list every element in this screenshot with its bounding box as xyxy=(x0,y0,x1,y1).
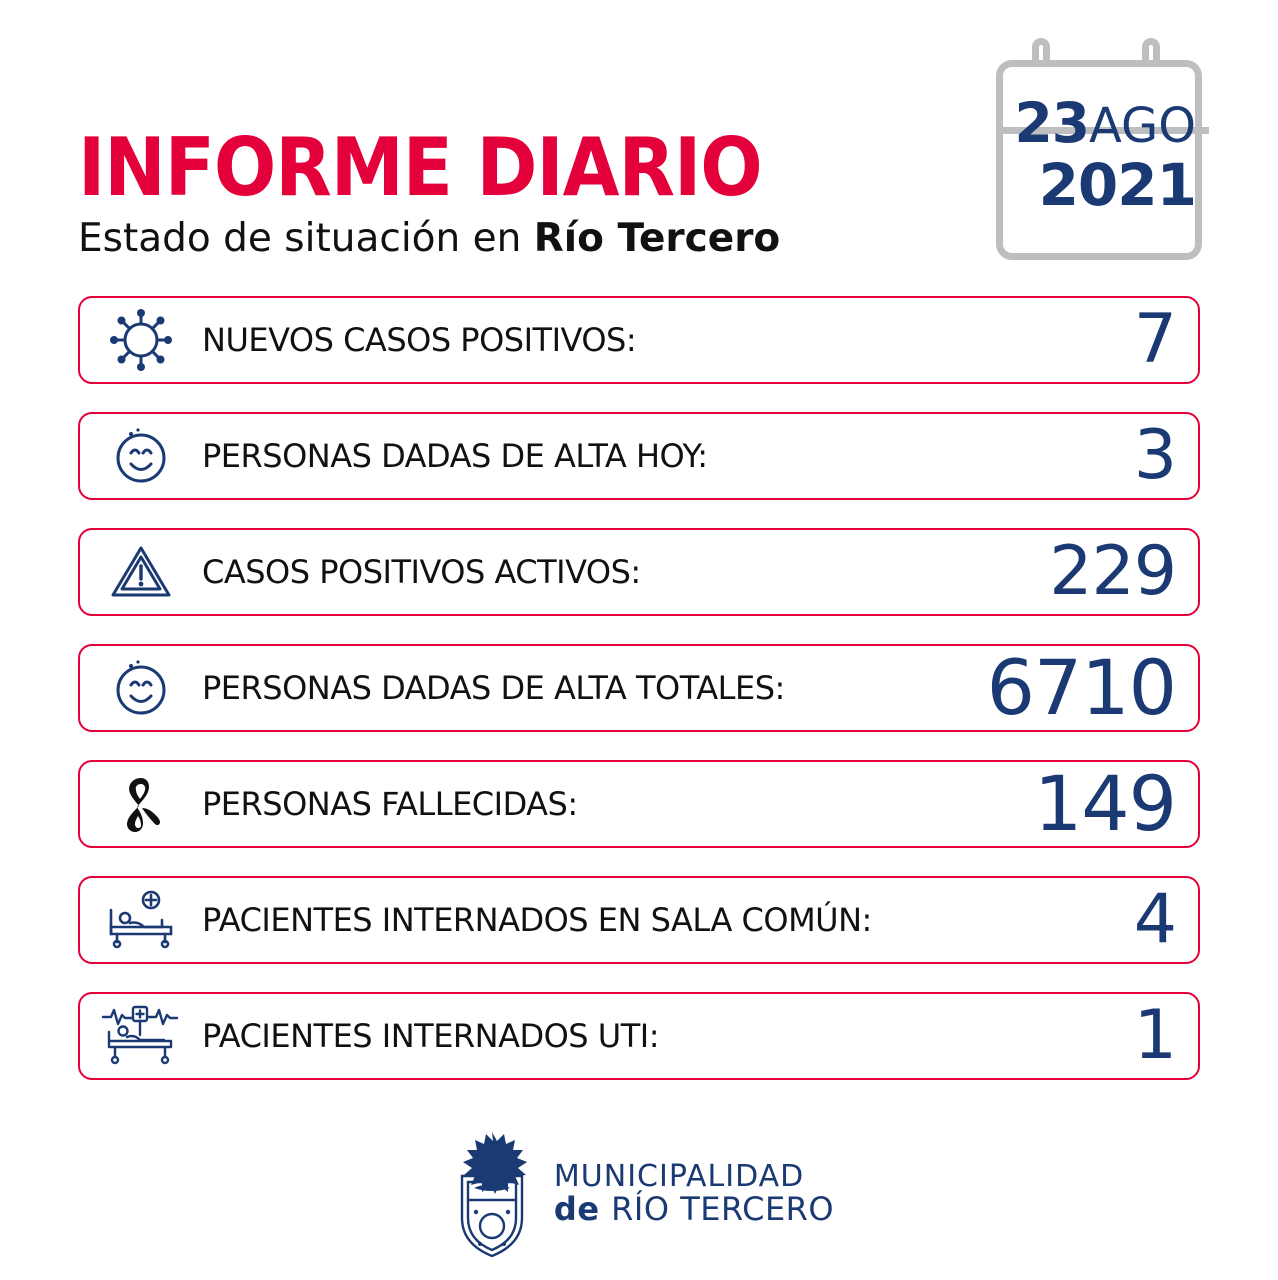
calendar-year: 2021 xyxy=(1038,151,1196,219)
calendar-icon xyxy=(996,38,1206,268)
stat-value: 3 xyxy=(1133,416,1176,495)
stat-value: 4 xyxy=(1133,880,1176,959)
stat-value: 149 xyxy=(1033,759,1176,848)
stat-label: CASOS POSITIVOS ACTIVOS: xyxy=(202,553,641,591)
stat-value: 229 xyxy=(1049,532,1176,611)
stat-row-personas-fallecidas xyxy=(78,760,1200,848)
virus-icon xyxy=(80,296,202,384)
stats-list xyxy=(78,296,1200,1108)
stat-row-pacientes-sala-comun xyxy=(78,876,1200,964)
stat-value: 7 xyxy=(1133,300,1176,379)
hospital-bed-icon xyxy=(80,876,202,964)
stat-label: PERSONAS DADAS DE ALTA TOTALES: xyxy=(202,669,785,707)
calendar-date xyxy=(996,91,1202,219)
stat-label: PACIENTES INTERNADOS UTI: xyxy=(202,1017,659,1055)
mourning-ribbon-icon xyxy=(80,760,202,848)
title-block xyxy=(78,121,781,262)
municipality-wordmark xyxy=(554,1161,834,1227)
footer xyxy=(0,1130,1278,1258)
calendar-day-month xyxy=(996,91,1202,155)
municipality-crest-icon xyxy=(444,1130,540,1258)
subtitle-prefix: Estado de situación en xyxy=(78,216,534,261)
municipality-line-2-prefix: de xyxy=(553,1189,612,1228)
smiley-face-icon xyxy=(80,412,202,500)
stat-row-personas-dadas-de-alta-totales xyxy=(78,644,1200,732)
stat-label: PERSONAS FALLECIDAS: xyxy=(202,785,578,823)
stat-label: PACIENTES INTERNADOS EN SALA COMÚN: xyxy=(202,901,872,939)
stat-value: 6710 xyxy=(986,643,1176,732)
icu-bed-monitor-icon xyxy=(80,992,202,1080)
stat-row-pacientes-uti xyxy=(78,992,1200,1080)
stat-value: 1 xyxy=(1133,996,1176,1075)
stat-row-casos-positivos-activos xyxy=(78,528,1200,616)
stat-label: NUEVOS CASOS POSITIVOS: xyxy=(202,321,637,359)
municipality-line-2 xyxy=(553,1189,835,1228)
page-subtitle xyxy=(78,216,780,262)
header xyxy=(0,0,1278,290)
calendar-day: 23 xyxy=(1014,91,1090,155)
stat-label: PERSONAS DADAS DE ALTA HOY: xyxy=(202,437,708,475)
stat-row-nuevos-casos-positivos xyxy=(78,296,1200,384)
smiley-face-icon xyxy=(80,644,202,732)
stat-row-personas-dadas-de-alta-hoy xyxy=(78,412,1200,500)
municipality-line-1: MUNICIPALIDAD xyxy=(553,1159,805,1195)
page-title: INFORME DIARIO xyxy=(78,121,762,214)
municipality-line-2-city: RÍO TERCERO xyxy=(611,1189,835,1228)
warning-triangle-icon xyxy=(80,528,202,616)
subtitle-city: Río Tercero xyxy=(533,216,781,261)
calendar-month: AGO xyxy=(1089,98,1196,154)
